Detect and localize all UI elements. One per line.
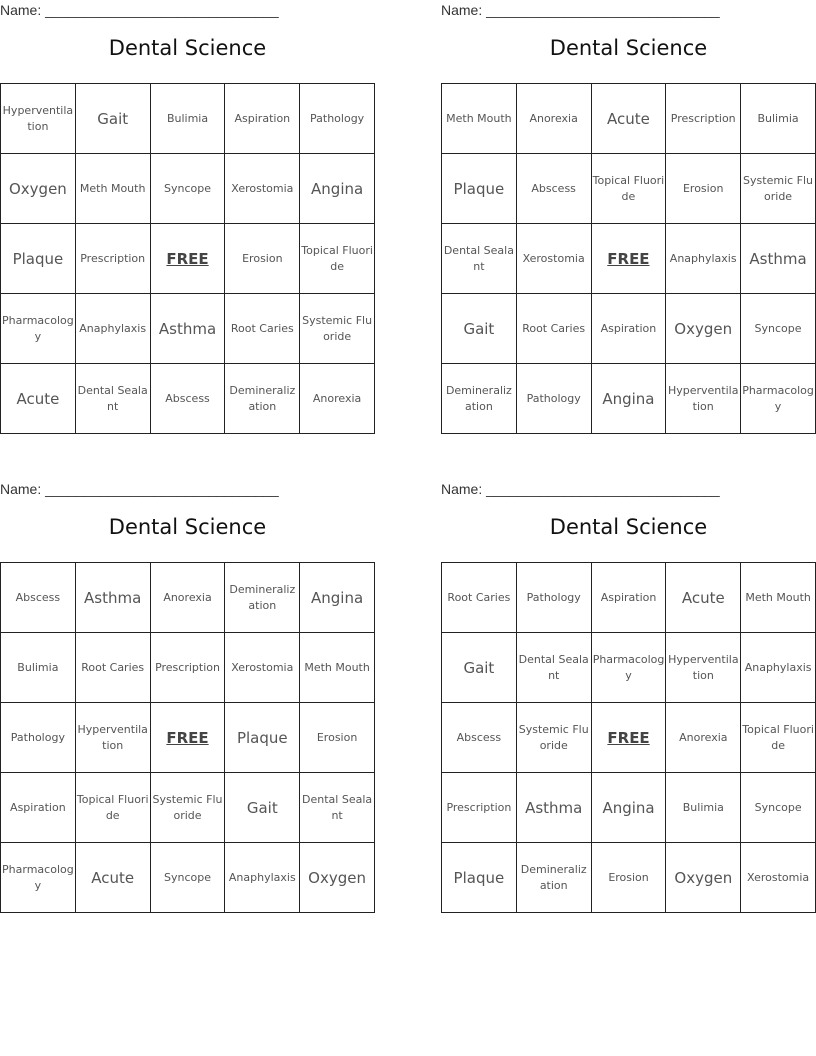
bingo-cell: Angina <box>300 154 375 224</box>
bingo-cell: Aspiration <box>1 773 76 843</box>
bingo-grid <box>441 562 816 913</box>
bingo-cell: Dental Sealant <box>75 364 150 434</box>
bingo-row <box>1 563 375 633</box>
bingo-cell: Gait <box>75 84 150 154</box>
bingo-cell: Prescription <box>442 773 517 843</box>
bingo-cell: Gait <box>442 294 517 364</box>
bingo-cell: Dental Sealant <box>442 224 517 294</box>
bingo-cell: Pathology <box>1 703 76 773</box>
bingo-row <box>442 364 816 434</box>
bingo-cell: Oxygen <box>1 154 76 224</box>
bingo-row <box>1 154 375 224</box>
bingo-card-1 <box>0 0 375 434</box>
bingo-cell: Prescription <box>75 224 150 294</box>
bingo-cell: Demineralization <box>442 364 517 434</box>
bingo-cell: Xerostomia <box>225 633 300 703</box>
bingo-cell: Anaphylaxis <box>225 843 300 913</box>
bingo-cell: Plaque <box>442 843 517 913</box>
bingo-row <box>442 84 816 154</box>
bingo-cell: Topical Fluoride <box>741 703 816 773</box>
bingo-cell: Meth Mouth <box>442 84 517 154</box>
bingo-cell: Root Caries <box>516 294 591 364</box>
bingo-row <box>1 633 375 703</box>
bingo-cell: Pathology <box>516 563 591 633</box>
bingo-card-3 <box>0 479 375 913</box>
bingo-cell: Topical Fluoride <box>591 154 666 224</box>
bingo-cell: Asthma <box>516 773 591 843</box>
bingo-cell: Oxygen <box>300 843 375 913</box>
bingo-cell: Pathology <box>516 364 591 434</box>
bingo-cell: Dental Sealant <box>300 773 375 843</box>
bingo-cell: Acute <box>1 364 76 434</box>
bingo-cell: Hyperventilation <box>666 633 741 703</box>
bingo-cell: Pharmacology <box>1 843 76 913</box>
bingo-row <box>1 364 375 434</box>
bingo-cell: Aspiration <box>591 294 666 364</box>
bingo-cell: Erosion <box>225 224 300 294</box>
bingo-cell: Acute <box>591 84 666 154</box>
bingo-cell: Abscess <box>1 563 76 633</box>
bingo-cell: Bulimia <box>1 633 76 703</box>
name-field-label: Name: ______________________________ <box>441 2 720 18</box>
bingo-cell: Plaque <box>1 224 76 294</box>
bingo-cell: Topical Fluoride <box>75 773 150 843</box>
bingo-card-2 <box>441 0 816 434</box>
bingo-cell: Dental Sealant <box>516 633 591 703</box>
free-space-cell: FREE <box>150 224 225 294</box>
bingo-cell: Demineralization <box>516 843 591 913</box>
bingo-cell: Anaphylaxis <box>741 633 816 703</box>
bingo-cell: Angina <box>300 563 375 633</box>
bingo-cell: Angina <box>591 364 666 434</box>
bingo-cell: Anaphylaxis <box>75 294 150 364</box>
bingo-cell: Asthma <box>150 294 225 364</box>
card-title: Dental Science <box>108 515 267 539</box>
bingo-cell: Gait <box>442 633 517 703</box>
bingo-row <box>442 703 816 773</box>
bingo-row <box>442 154 816 224</box>
card-title: Dental Science <box>549 515 708 539</box>
bingo-cell: Acute <box>666 563 741 633</box>
free-space-cell: FREE <box>591 703 666 773</box>
bingo-cell: Abscess <box>442 703 517 773</box>
bingo-cell: Syncope <box>741 294 816 364</box>
bingo-cell: Systemic Fluoride <box>300 294 375 364</box>
card-title: Dental Science <box>108 36 267 60</box>
bingo-cell: Root Caries <box>442 563 517 633</box>
bingo-cell: Erosion <box>300 703 375 773</box>
bingo-cell: Prescription <box>666 84 741 154</box>
bingo-cell: Plaque <box>442 154 517 224</box>
bingo-cell: Plaque <box>225 703 300 773</box>
bingo-row <box>1 843 375 913</box>
bingo-cell: Bulimia <box>666 773 741 843</box>
bingo-row <box>442 224 816 294</box>
bingo-cell: Oxygen <box>666 294 741 364</box>
bingo-cell: Bulimia <box>741 84 816 154</box>
bingo-row <box>442 633 816 703</box>
bingo-cell: Erosion <box>666 154 741 224</box>
bingo-cell: Prescription <box>150 633 225 703</box>
bingo-cell: Syncope <box>741 773 816 843</box>
bingo-cell: Anorexia <box>666 703 741 773</box>
bingo-cell: Aspiration <box>591 563 666 633</box>
bingo-cell: Pharmacology <box>591 633 666 703</box>
bingo-cell: Meth Mouth <box>300 633 375 703</box>
bingo-cell: Anorexia <box>516 84 591 154</box>
bingo-grid <box>0 83 375 434</box>
name-field-label: Name: ______________________________ <box>0 2 279 18</box>
bingo-row <box>442 773 816 843</box>
bingo-grid <box>0 562 375 913</box>
bingo-row <box>1 773 375 843</box>
bingo-cell: Demineralization <box>225 364 300 434</box>
bingo-cell: Xerostomia <box>516 224 591 294</box>
bingo-cell: Pathology <box>300 84 375 154</box>
bingo-card-4 <box>441 479 816 913</box>
free-space-cell: FREE <box>591 224 666 294</box>
card-title: Dental Science <box>549 36 708 60</box>
bingo-row <box>442 294 816 364</box>
bingo-cell: Topical Fluoride <box>300 224 375 294</box>
bingo-cell: Abscess <box>150 364 225 434</box>
bingo-cell: Pharmacology <box>741 364 816 434</box>
bingo-cell: Xerostomia <box>225 154 300 224</box>
bingo-cell: Pharmacology <box>1 294 76 364</box>
bingo-cell: Meth Mouth <box>741 563 816 633</box>
bingo-row <box>442 563 816 633</box>
bingo-cell: Xerostomia <box>741 843 816 913</box>
bingo-cell: Gait <box>225 773 300 843</box>
bingo-cell: Demineralization <box>225 563 300 633</box>
bingo-cell: Systemic Fluoride <box>150 773 225 843</box>
bingo-cell: Asthma <box>75 563 150 633</box>
bingo-cell: Erosion <box>591 843 666 913</box>
bingo-row <box>442 843 816 913</box>
bingo-cell: Syncope <box>150 843 225 913</box>
bingo-row <box>1 294 375 364</box>
free-space-cell: FREE <box>150 703 225 773</box>
bingo-cell: Systemic Fluoride <box>741 154 816 224</box>
bingo-cell: Anorexia <box>300 364 375 434</box>
bingo-row <box>1 224 375 294</box>
bingo-cell: Asthma <box>741 224 816 294</box>
bingo-cell: Root Caries <box>75 633 150 703</box>
bingo-row <box>1 84 375 154</box>
bingo-cell: Systemic Fluoride <box>516 703 591 773</box>
bingo-cell: Oxygen <box>666 843 741 913</box>
bingo-cell: Syncope <box>150 154 225 224</box>
bingo-row <box>1 703 375 773</box>
bingo-cell: Hyperventilation <box>75 703 150 773</box>
name-field-label: Name: ______________________________ <box>0 481 279 497</box>
bingo-cell: Angina <box>591 773 666 843</box>
bingo-grid <box>441 83 816 434</box>
name-field-label: Name: ______________________________ <box>441 481 720 497</box>
bingo-cell: Anorexia <box>150 563 225 633</box>
bingo-cell: Meth Mouth <box>75 154 150 224</box>
bingo-cell: Root Caries <box>225 294 300 364</box>
bingo-cell: Hyperventilation <box>666 364 741 434</box>
bingo-cell: Anaphylaxis <box>666 224 741 294</box>
bingo-cell: Acute <box>75 843 150 913</box>
bingo-cell: Bulimia <box>150 84 225 154</box>
bingo-cell: Aspiration <box>225 84 300 154</box>
bingo-cell: Abscess <box>516 154 591 224</box>
bingo-cell: Hyperventilation <box>1 84 76 154</box>
